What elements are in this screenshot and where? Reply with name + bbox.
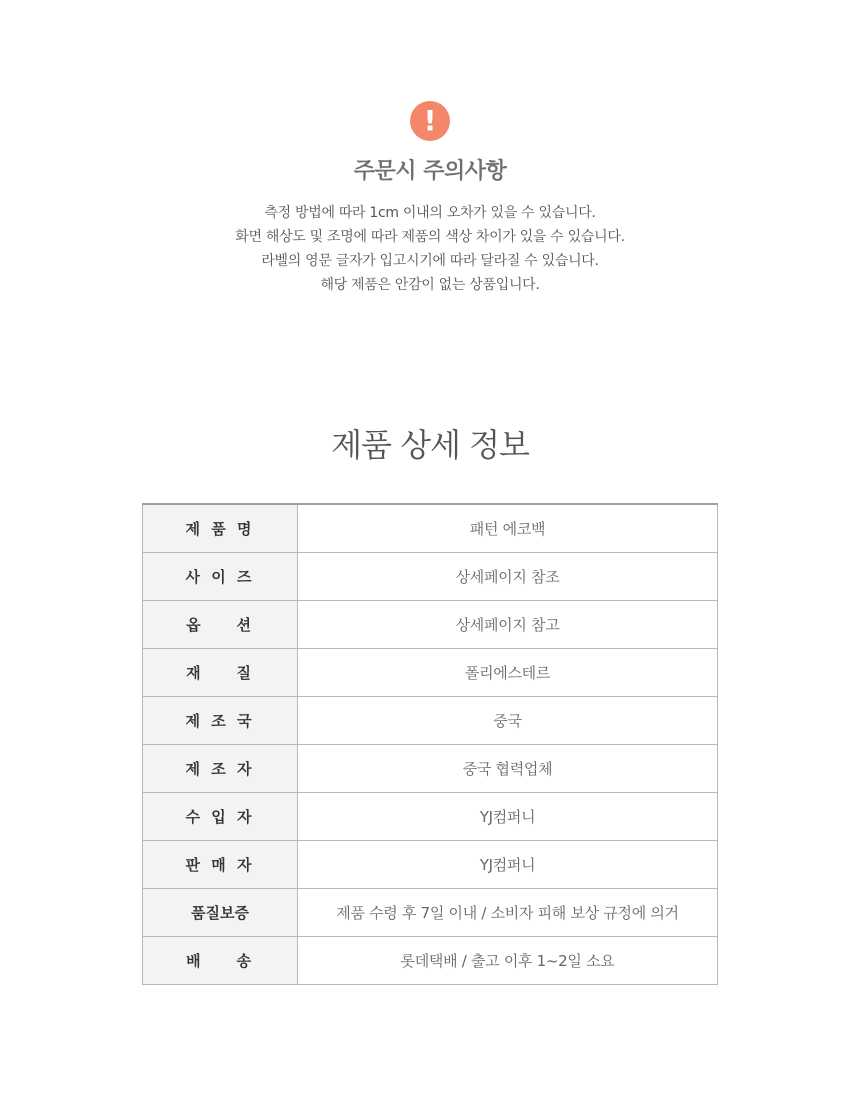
notice-line: 라벨의 영문 글자가 입고시기에 따라 달라질 수 있습니다. (261, 253, 599, 269)
spec-value: 롯데택배 / 출고 이후 1~2일 소요 (298, 937, 718, 985)
table-row (143, 504, 718, 553)
notice-line: 화면 해상도 및 조명에 따라 제품의 색상 차이가 있을 수 있습니다. (235, 229, 625, 245)
table-row (143, 841, 718, 889)
table-row (143, 889, 718, 937)
spec-label: 배 송 (143, 937, 298, 985)
spec-value: 제품 수령 후 7일 이내 / 소비자 피해 보상 규정에 의거 (298, 889, 718, 937)
notice-title: 주문시 주의사항 (353, 159, 507, 184)
product-spec-table (142, 503, 718, 985)
table-row (143, 649, 718, 697)
spec-value: 폴리에스테르 (298, 649, 718, 697)
table-row (143, 553, 718, 601)
table-row (143, 793, 718, 841)
table-row (143, 697, 718, 745)
spec-label: 재 질 (143, 649, 298, 697)
exclamation-icon: ! (410, 101, 450, 141)
spec-label: 수 입 자 (143, 793, 298, 841)
table-row (143, 601, 718, 649)
spec-label: 판 매 자 (143, 841, 298, 889)
spec-label: 옵 션 (143, 601, 298, 649)
notice-list (0, 201, 860, 297)
notice-line: 해당 제품은 안감이 없는 상품입니다. (320, 277, 540, 293)
spec-label: 제 조 국 (143, 697, 298, 745)
spec-value: 상세페이지 참조 (298, 553, 718, 601)
spec-label: 사 이 즈 (143, 553, 298, 601)
spec-value: 상세페이지 참고 (298, 601, 718, 649)
spec-label: 품질보증 (143, 889, 298, 937)
spec-value: 중국 (298, 697, 718, 745)
product-details-title: 제품 상세 정보 (331, 426, 529, 464)
spec-label: 제 조 자 (143, 745, 298, 793)
spec-value: YJ컴퍼니 (298, 793, 718, 841)
spec-label: 제 품 명 (143, 504, 298, 553)
spec-value: 중국 협력업체 (298, 745, 718, 793)
notice-line: 측정 방법에 따라 1cm 이내의 오차가 있을 수 있습니다. (264, 205, 596, 221)
spec-value: YJ컴퍼니 (298, 841, 718, 889)
table-row (143, 745, 718, 793)
spec-value: 패턴 에코백 (298, 504, 718, 553)
table-row (143, 937, 718, 985)
